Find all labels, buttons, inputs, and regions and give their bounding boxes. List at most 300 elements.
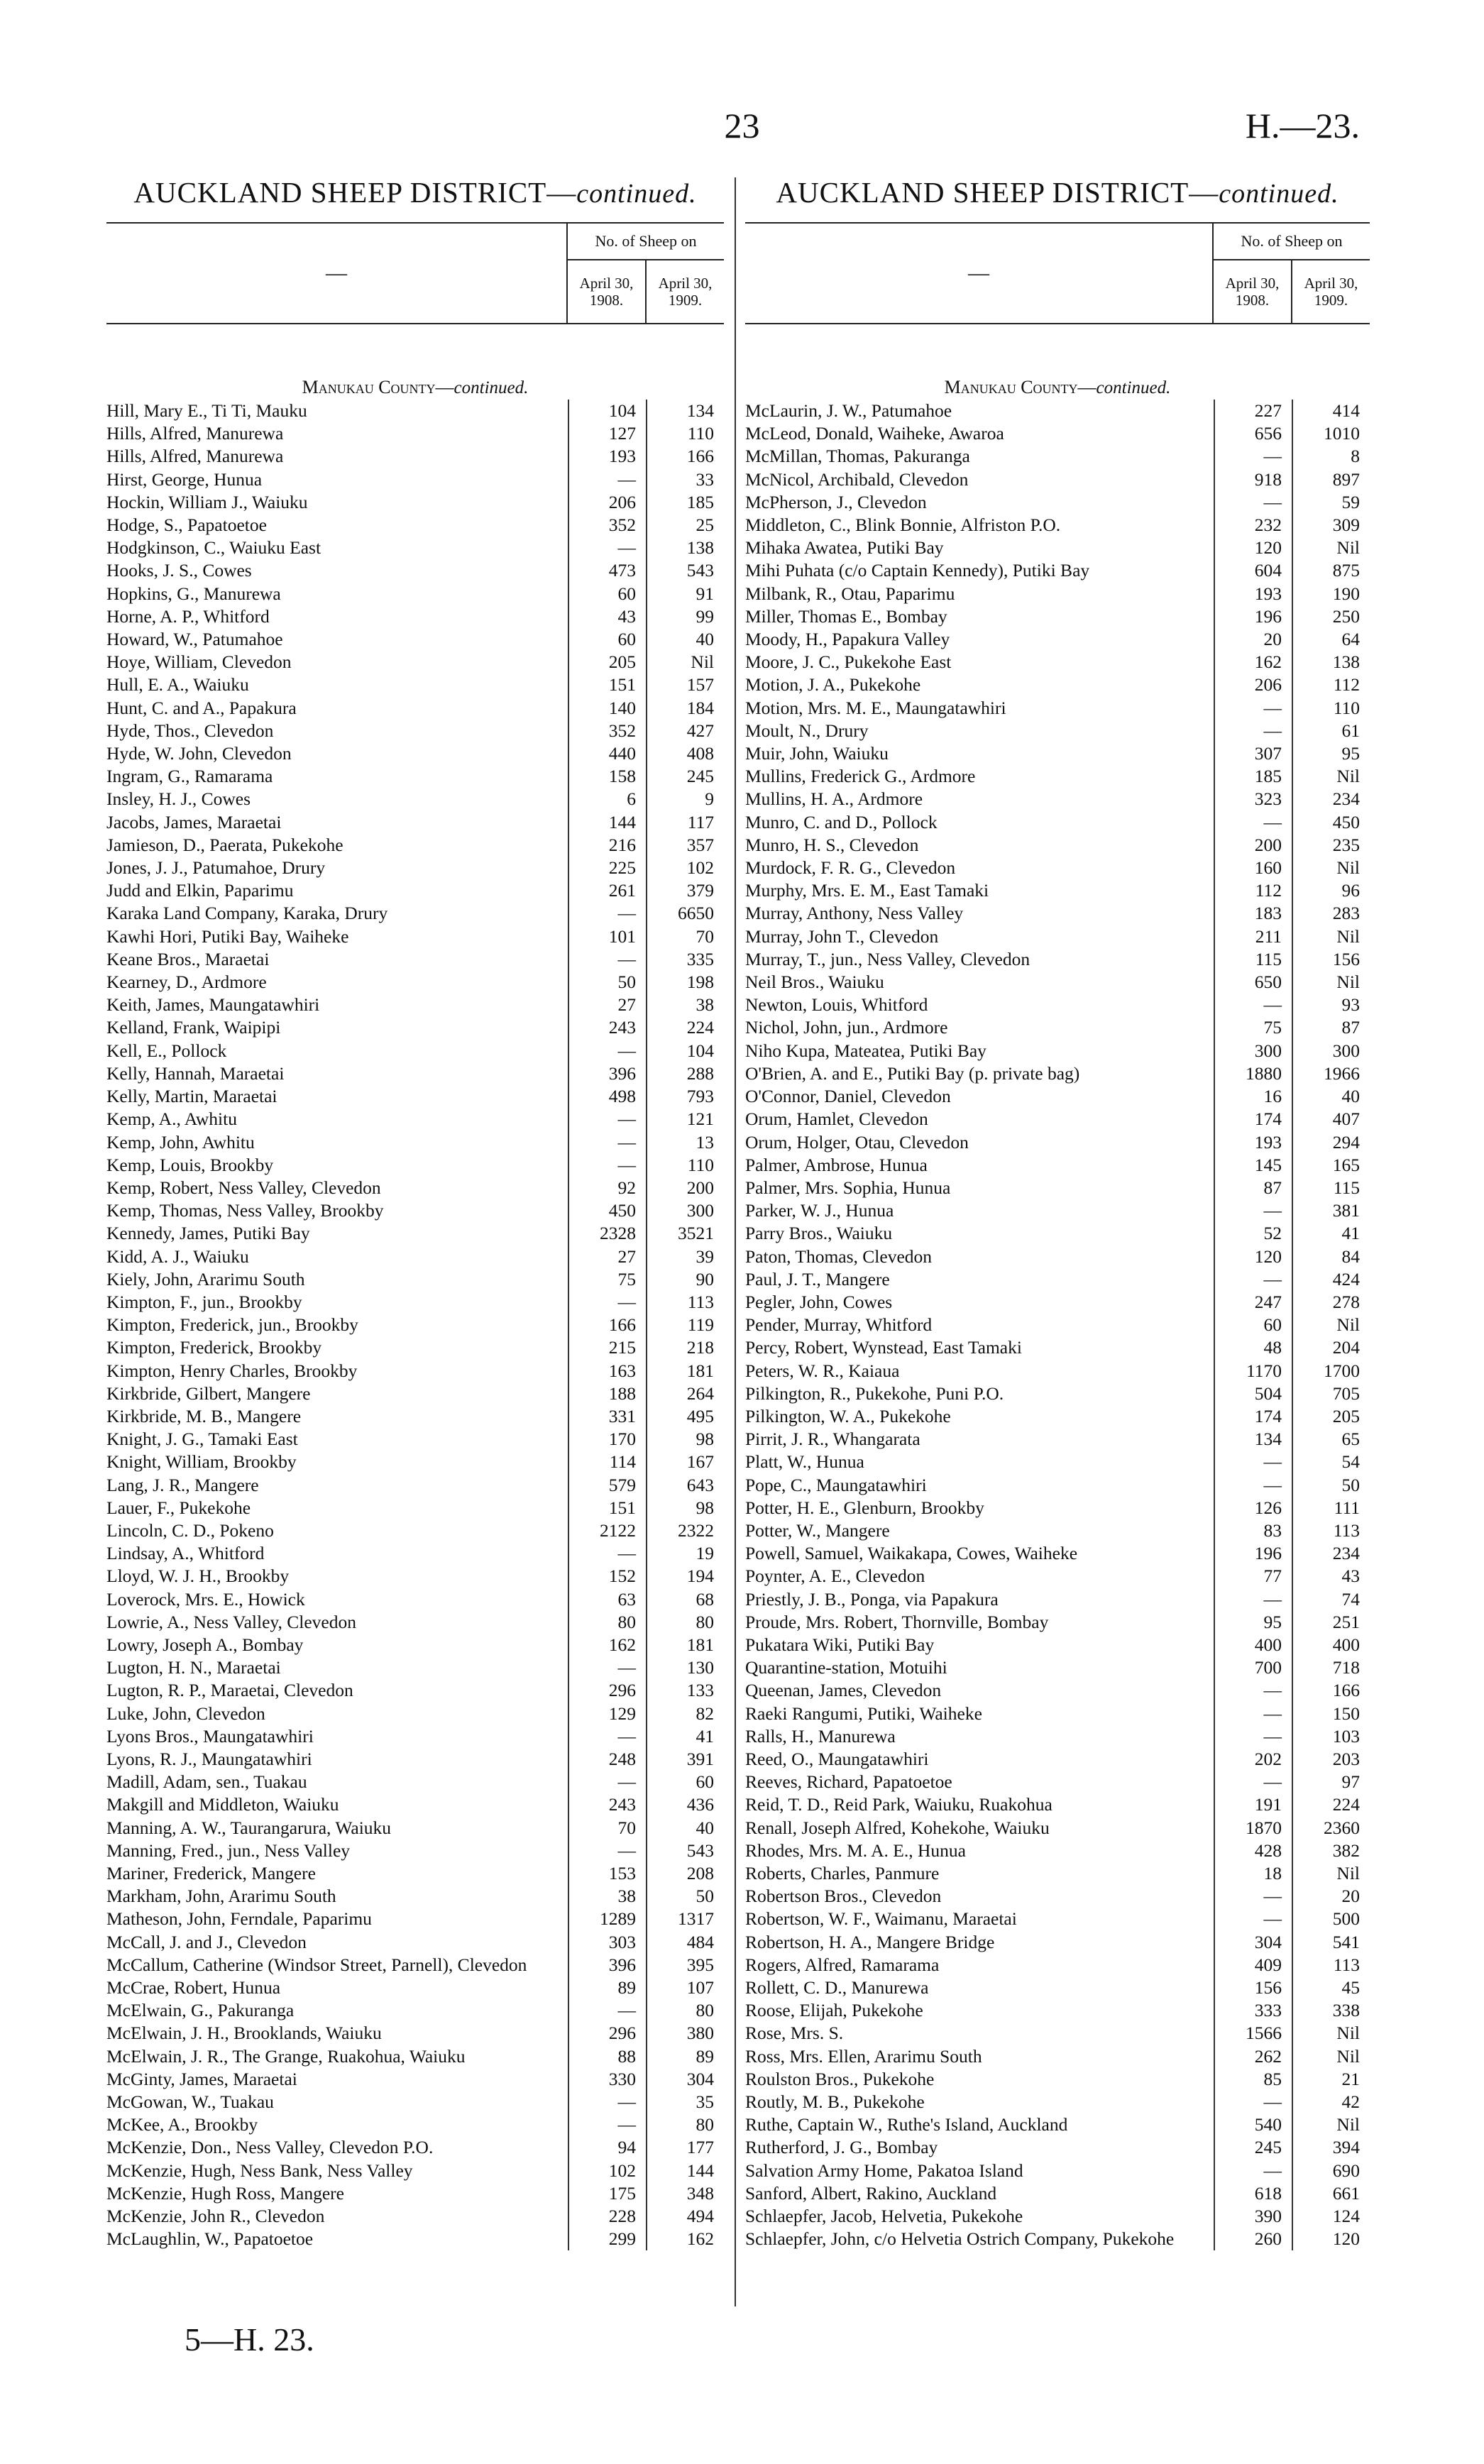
- table-row: [745, 1291, 1370, 1314]
- owner-name: Lowry, Joseph A., Bombay: [106, 1634, 304, 1655]
- sheep-1909: 110: [1292, 697, 1370, 720]
- sheep-1908: 440: [568, 742, 646, 765]
- owner-name: Salvation Army Home, Pakatoa Island: [745, 2160, 1023, 2181]
- header-1909: April 30, 1909.: [645, 260, 724, 323]
- sheep-1909: 80: [646, 2113, 724, 2136]
- sheep-1908: 70: [568, 1817, 646, 1839]
- owner-name: Kimpton, Henry Charles, Brookby: [106, 1360, 358, 1381]
- table-row: [106, 1016, 724, 1039]
- sheep-1909: 494: [646, 2205, 724, 2228]
- owner-name: Robertson, W. F., Waimanu, Maraetai: [745, 1908, 1017, 1930]
- sheep-1908: 50: [568, 971, 646, 994]
- owner-name: Kemp, Thomas, Ness Valley, Brookby: [106, 1200, 384, 1221]
- sheep-1909: 110: [646, 422, 724, 445]
- owner-name: Mihi Puhata (c/o Captain Kennedy), Putiki Bay: [745, 560, 1090, 581]
- sheep-1909: 200: [646, 1177, 724, 1199]
- sheep-1908: —: [1214, 697, 1292, 720]
- table-row: [745, 400, 1370, 422]
- owner-name: Roose, Elijah, Pukekohe: [745, 2000, 923, 2021]
- sheep-1908: 75: [568, 1268, 646, 1291]
- table-row: [745, 1634, 1370, 1656]
- sheep-1909: 41: [1292, 1222, 1370, 1245]
- sheep-1909: 150: [1292, 1703, 1370, 1725]
- table-row: [106, 1131, 724, 1154]
- header-1908: April 30, 1908.: [1225, 275, 1280, 309]
- sheep-1908: —: [1214, 491, 1292, 514]
- table-row: [106, 948, 724, 971]
- owner-name: Kiely, John, Ararimu South: [106, 1268, 305, 1289]
- sheep-1908: —: [1214, 1725, 1292, 1748]
- sheep-1909: 93: [1292, 994, 1370, 1016]
- sheep-1909: 205: [1292, 1405, 1370, 1428]
- sheep-1909: 124: [1292, 2205, 1370, 2228]
- table-row: [745, 491, 1370, 514]
- owner-name: Paul, J. T., Mangere: [745, 1268, 890, 1289]
- table-row: [745, 1542, 1370, 1565]
- owner-name: Moore, J. C., Pukekohe East: [745, 651, 952, 673]
- table-row: [106, 742, 724, 765]
- owner-name: McPherson, J., Clevedon: [745, 491, 927, 512]
- table-row: [106, 1817, 724, 1839]
- owner-name: Paton, Thomas, Clevedon: [745, 1245, 933, 1267]
- sheep-1908: 60: [568, 583, 646, 605]
- sheep-1909: 381: [1292, 1199, 1370, 1222]
- sheep-1908: 144: [568, 811, 646, 834]
- owner-name: Priestly, J. B., Ponga, via Papakura: [745, 1588, 999, 1610]
- owner-name: Judd and Elkin, Paparimu: [106, 880, 294, 901]
- header-dash: —: [968, 261, 989, 285]
- sheep-1909: 897: [1292, 468, 1370, 491]
- owner-name: Milbank, R., Otau, Paparimu: [745, 583, 955, 604]
- table-row: [106, 628, 724, 651]
- sheep-1908: 2122: [568, 1519, 646, 1542]
- sheep-1908: —: [568, 1771, 646, 1793]
- table-row: [106, 765, 724, 788]
- owner-name: Kimpton, Frederick, Brookby: [106, 1337, 322, 1358]
- owner-name: Reid, T. D., Reid Park, Waiuku, Ruakohua: [745, 1794, 1052, 1815]
- table-row: [106, 2045, 724, 2068]
- owner-name: Kimpton, Frederick, jun., Brookby: [106, 1314, 358, 1336]
- sheep-1908: —: [568, 1542, 646, 1565]
- sheep-1908: 618: [1214, 2182, 1292, 2205]
- sheep-1908: 134: [1214, 1428, 1292, 1451]
- sheep-1908: 151: [568, 673, 646, 696]
- table-row: [106, 1588, 724, 1611]
- sheep-1908: —: [568, 1725, 646, 1748]
- sheep-1909: 65: [1292, 1428, 1370, 1451]
- sheep-1909: 120: [1292, 2228, 1370, 2250]
- sheep-1909: 357: [646, 834, 724, 857]
- owner-name: Loverock, Mrs. E., Howick: [106, 1588, 305, 1610]
- sheep-1909: 117: [646, 811, 724, 834]
- table-row: [106, 491, 724, 514]
- sheep-1909: Nil: [1292, 2045, 1370, 2068]
- table-row: [745, 788, 1370, 810]
- sheep-1908: —: [1214, 1268, 1292, 1291]
- sheep-1908: 193: [1214, 583, 1292, 605]
- table-row: [745, 445, 1370, 468]
- sheep-1908: 498: [568, 1085, 646, 1108]
- sheep-1909: 1700: [1292, 1360, 1370, 1382]
- sheep-1909: 68: [646, 1588, 724, 1611]
- sheep-1909: 1317: [646, 1908, 724, 1930]
- table-row: [106, 1793, 724, 1816]
- sheep-1909: 427: [646, 720, 724, 742]
- owner-name: Knight, J. G., Tamaki East: [106, 1429, 298, 1450]
- table-row: [106, 1954, 724, 1976]
- sheep-1908: 6: [568, 788, 646, 810]
- sheep-1909: 235: [1292, 834, 1370, 857]
- owner-name: Lloyd, W. J. H., Brookby: [106, 1566, 290, 1587]
- sheep-1909: 288: [646, 1062, 724, 1085]
- table-row: [106, 1336, 724, 1359]
- left-table-body: [106, 400, 724, 2250]
- sheep-1908: 400: [1214, 1634, 1292, 1656]
- table-row: [745, 1497, 1370, 1519]
- sheep-1908: 352: [568, 720, 646, 742]
- table-row: [745, 2113, 1370, 2136]
- table-row: [106, 1931, 724, 1954]
- header-1908: April 30, 1908.: [579, 275, 634, 309]
- sheep-1909: 50: [1292, 1474, 1370, 1497]
- sheep-1908: —: [1214, 1199, 1292, 1222]
- table-row: [745, 1040, 1370, 1062]
- sheep-1909: 543: [646, 1839, 724, 1862]
- sheep-1909: 450: [1292, 811, 1370, 834]
- table-row: [106, 720, 724, 742]
- table-row: [745, 834, 1370, 857]
- sheep-1908: 80: [568, 1611, 646, 1634]
- sheep-1908: 129: [568, 1703, 646, 1725]
- sheep-1909: 264: [646, 1382, 724, 1405]
- table-row: [106, 559, 724, 582]
- sheep-1908: 152: [568, 1565, 646, 1588]
- owner-name: Pukatara Wiki, Putiki Bay: [745, 1634, 935, 1655]
- sheep-1909: Nil: [1292, 2113, 1370, 2136]
- sheep-1909: 107: [646, 1976, 724, 1999]
- owner-name: Muir, John, Waiuku: [745, 743, 889, 764]
- owner-name: Niho Kupa, Mateatea, Putiki Bay: [745, 1040, 986, 1061]
- sheep-1909: 138: [1292, 651, 1370, 673]
- sheep-1909: 177: [646, 2136, 724, 2159]
- sheep-1909: 338: [1292, 1999, 1370, 2022]
- owner-name: Queenan, James, Clevedon: [745, 1680, 942, 1701]
- sheep-1908: 163: [568, 1360, 646, 1382]
- sheep-1909: 190: [1292, 583, 1370, 605]
- sheep-1908: 202: [1214, 1748, 1292, 1771]
- table-row: [745, 994, 1370, 1016]
- table-row: [745, 1154, 1370, 1177]
- table-row: [745, 422, 1370, 445]
- sheep-1908: 87: [1214, 1177, 1292, 1199]
- sheep-1909: 541: [1292, 1931, 1370, 1954]
- table-row: [745, 902, 1370, 925]
- left-table-header: [106, 222, 724, 324]
- owner-name: Mullins, H. A., Ardmore: [745, 788, 923, 810]
- sheep-1908: 1880: [1214, 1062, 1292, 1085]
- owner-name: Hills, Alfred, Manurewa: [106, 423, 284, 444]
- sheep-1908: 205: [568, 651, 646, 673]
- owner-name: Roulston Bros., Pukekohe: [745, 2068, 935, 2089]
- sheep-1909: 1010: [1292, 422, 1370, 445]
- owner-name: Horne, A. P., Whitford: [106, 605, 270, 627]
- left-column-title: AUCKLAND SHEEP DISTRICT—continued.: [133, 176, 697, 209]
- sheep-1908: —: [1214, 720, 1292, 742]
- owner-name: Kirkbride, M. B., Mangere: [106, 1405, 302, 1426]
- sheep-1909: 134: [646, 400, 724, 422]
- header-sheep-count: No. of Sheep on: [1214, 224, 1370, 260]
- owner-name: Markham, John, Ararimu South: [106, 1886, 336, 1907]
- sheep-1908: 95: [1214, 1611, 1292, 1634]
- sheep-1909: 113: [646, 1291, 724, 1314]
- owner-name: McElwain, J. R., The Grange, Ruakohua, Waiuku: [106, 2045, 466, 2067]
- owner-name: Neil Bros., Waiuku: [745, 972, 884, 993]
- table-row: [745, 1199, 1370, 1222]
- sheep-1909: 157: [646, 673, 724, 696]
- owner-name: Keith, James, Maungatawhiri: [106, 994, 320, 1016]
- sheep-1909: 348: [646, 2182, 724, 2205]
- owner-name: Moult, N., Drury: [745, 720, 869, 741]
- table-row: [745, 925, 1370, 948]
- sheep-1908: 27: [568, 1245, 646, 1268]
- sheep-1908: 245: [1214, 2136, 1292, 2159]
- sheep-1909: 90: [646, 1268, 724, 1291]
- right-table-body: [745, 400, 1370, 2250]
- sheep-1908: 262: [1214, 2045, 1292, 2068]
- table-row: [106, 1291, 724, 1314]
- owner-name: McKee, A., Brookby: [106, 2114, 258, 2135]
- sheep-1909: 394: [1292, 2136, 1370, 2159]
- table-row: [745, 1451, 1370, 1473]
- sheep-1909: 166: [1292, 1679, 1370, 1702]
- sheep-1909: 98: [646, 1428, 724, 1451]
- table-row: [106, 2205, 724, 2228]
- sheep-1909: Nil: [1292, 537, 1370, 559]
- sheep-1909: 300: [1292, 1040, 1370, 1062]
- sheep-1909: 138: [646, 537, 724, 559]
- owner-name: McCall, J. and J., Clevedon: [106, 1931, 307, 1952]
- sheep-1908: 390: [1214, 2205, 1292, 2228]
- sheep-1908: —: [568, 1040, 646, 1062]
- sheep-1908: 450: [568, 1199, 646, 1222]
- owner-name: Motion, Mrs. M. E., Maungatawhiri: [745, 697, 1006, 718]
- owner-name: Karaka Land Company, Karaka, Drury: [106, 903, 388, 924]
- sheep-1909: 500: [1292, 1908, 1370, 1930]
- owner-name: McCallum, Catherine (Windsor Street, Parnell), Clevedon: [106, 1954, 527, 1975]
- sheep-1909: 181: [646, 1360, 724, 1382]
- table-row: [745, 1839, 1370, 1862]
- owner-name: Mullins, Frederick G., Ardmore: [745, 766, 976, 787]
- table-row: [106, 2160, 724, 2182]
- sheep-1909: 162: [646, 2228, 724, 2250]
- sheep-1909: 133: [646, 1679, 724, 1702]
- table-row: [745, 559, 1370, 582]
- sheep-1909: 250: [1292, 605, 1370, 628]
- sheep-1909: 391: [646, 1748, 724, 1771]
- sheep-1909: Nil: [1292, 925, 1370, 948]
- owner-name: Potter, W., Mangere: [745, 1519, 890, 1541]
- table-row: [106, 605, 724, 628]
- table-row: [106, 1177, 724, 1199]
- column-divider: [735, 177, 736, 2306]
- table-row: [745, 583, 1370, 605]
- sheep-1909: 80: [646, 1611, 724, 1634]
- document-reference: H.—23.: [1245, 106, 1360, 145]
- owner-name: Hodgkinson, C., Waiuku East: [106, 537, 321, 559]
- sheep-1908: 170: [568, 1428, 646, 1451]
- sheep-1908: 216: [568, 834, 646, 857]
- sheep-1909: Nil: [1292, 1862, 1370, 1885]
- table-row: [106, 1451, 724, 1473]
- owner-name: Poynter, A. E., Clevedon: [745, 1566, 925, 1587]
- owner-name: Kelland, Frank, Waipipi: [106, 1017, 281, 1038]
- owner-name: Munro, C. and D., Pollock: [745, 811, 938, 832]
- owner-name: Manning, A. W., Taurangarura, Waiuku: [106, 1817, 392, 1838]
- sheep-1909: 82: [646, 1703, 724, 1725]
- table-row: [745, 1405, 1370, 1428]
- sheep-1908: 183: [1214, 902, 1292, 925]
- sheep-1908: 60: [1214, 1314, 1292, 1336]
- sheep-1908: 473: [568, 559, 646, 582]
- sheep-1908: 174: [1214, 1108, 1292, 1131]
- sheep-1908: —: [1214, 1908, 1292, 1930]
- owner-name: Pilkington, R., Pukekohe, Puni P.O.: [745, 1382, 1004, 1404]
- owner-name: Rutherford, J. G., Bombay: [745, 2137, 938, 2158]
- owner-name: Percy, Robert, Wynstead, East Tamaki: [745, 1337, 1022, 1358]
- sheep-1908: 304: [1214, 1931, 1292, 1954]
- sheep-1908: 162: [1214, 651, 1292, 673]
- sheep-1908: 92: [568, 1177, 646, 1199]
- sheep-1909: 484: [646, 1931, 724, 1954]
- table-row: [106, 788, 724, 810]
- table-row: [106, 1085, 724, 1108]
- owner-name: Munro, H. S., Clevedon: [745, 834, 919, 855]
- table-row: [106, 1885, 724, 1908]
- owner-name: Ross, Mrs. Ellen, Ararimu South: [745, 2045, 982, 2067]
- sheep-1908: 114: [568, 1451, 646, 1473]
- sheep-1909: Nil: [1292, 2022, 1370, 2045]
- table-row: [106, 583, 724, 605]
- owner-name: Parker, W. J., Hunua: [745, 1200, 894, 1221]
- sheep-1908: 700: [1214, 1656, 1292, 1679]
- table-row: [745, 1771, 1370, 1793]
- sheep-1908: 296: [568, 2022, 646, 2045]
- sheep-1908: 193: [1214, 1131, 1292, 1154]
- sheep-1909: 45: [1292, 1976, 1370, 1999]
- owner-name: Raeki Rangumi, Putiki, Waiheke: [745, 1703, 982, 1724]
- owner-name: Sanford, Albert, Rakino, Auckland: [745, 2182, 997, 2204]
- sheep-1909: 407: [1292, 1108, 1370, 1131]
- sheep-1909: 38: [646, 994, 724, 1016]
- sheep-1908: 196: [1214, 605, 1292, 628]
- owner-name: Potter, H. E., Glenburn, Brookby: [745, 1497, 984, 1518]
- sheep-1908: 200: [1214, 834, 1292, 857]
- sheep-1908: 20: [1214, 628, 1292, 651]
- sheep-1908: —: [568, 468, 646, 491]
- table-row: [106, 422, 724, 445]
- sheep-1908: 1870: [1214, 1817, 1292, 1839]
- table-row: [106, 1405, 724, 1428]
- owner-name: Hunt, C. and A., Papakura: [106, 697, 297, 718]
- sheep-1909: 103: [1292, 1725, 1370, 1748]
- sheep-1909: 424: [1292, 1268, 1370, 1291]
- sheep-1909: 111: [1292, 1497, 1370, 1519]
- table-row: [745, 2228, 1370, 2250]
- table-row: [745, 1908, 1370, 1930]
- sheep-1909: 70: [646, 925, 724, 948]
- owner-name: Lugton, R. P., Maraetai, Clevedon: [106, 1680, 353, 1701]
- owner-name: Manning, Fred., jun., Ness Valley: [106, 1839, 351, 1861]
- sheep-1908: 101: [568, 925, 646, 948]
- table-row: [745, 811, 1370, 834]
- owner-name: Murphy, Mrs. E. M., East Tamaki: [745, 880, 989, 901]
- sheep-1909: 2360: [1292, 1817, 1370, 1839]
- table-row: [745, 1931, 1370, 1954]
- owner-name: McKenzie, Hugh Ross, Mangere: [106, 2182, 344, 2204]
- sheep-1908: —: [568, 902, 646, 925]
- owner-name: Jamieson, D., Paerata, Pukekohe: [106, 834, 343, 855]
- owner-name: Lyons Bros., Maungatawhiri: [106, 1725, 314, 1747]
- owner-name: Rollett, C. D., Manurewa: [745, 1977, 929, 1998]
- sheep-1908: 247: [1214, 1291, 1292, 1314]
- table-row: [106, 514, 724, 537]
- table-row: [106, 1108, 724, 1131]
- sheep-1909: 166: [646, 445, 724, 468]
- table-row: [106, 1474, 724, 1497]
- table-row: [106, 1360, 724, 1382]
- sheep-1908: 18: [1214, 1862, 1292, 1885]
- owner-name: Hopkins, G., Manurewa: [106, 583, 281, 604]
- sheep-1909: 278: [1292, 1291, 1370, 1314]
- table-row: [745, 742, 1370, 765]
- owner-name: O'Connor, Daniel, Clevedon: [745, 1086, 951, 1107]
- owner-name: Kemp, Louis, Brookby: [106, 1154, 274, 1175]
- sheep-1909: 165: [1292, 1154, 1370, 1177]
- owner-name: Kelly, Martin, Maraetai: [106, 1086, 277, 1107]
- table-row: [106, 1154, 724, 1177]
- sheep-1909: 167: [646, 1451, 724, 1473]
- sheep-1908: —: [1214, 1679, 1292, 1702]
- owner-name: Pegler, John, Cowes: [745, 1291, 893, 1312]
- sheep-1908: 60: [568, 628, 646, 651]
- owner-name: Platt, W., Hunua: [745, 1451, 864, 1473]
- owner-name: Motion, J. A., Pukekohe: [745, 674, 921, 695]
- owner-name: Matheson, John, Ferndale, Paparimu: [106, 1908, 372, 1930]
- sheep-1909: 380: [646, 2022, 724, 2045]
- owner-name: Madill, Adam, sen., Tuakau: [106, 1771, 307, 1793]
- sheep-1908: 27: [568, 994, 646, 1016]
- sheep-1908: —: [568, 1999, 646, 2022]
- sheep-1908: 604: [1214, 559, 1292, 582]
- table-row: [745, 1999, 1370, 2022]
- table-row: [745, 1360, 1370, 1382]
- table-row: [745, 1519, 1370, 1542]
- owner-name: Murdock, F. R. G., Clevedon: [745, 857, 956, 879]
- owner-name: Howard, W., Patumahoe: [106, 629, 283, 650]
- sheep-1908: 43: [568, 605, 646, 628]
- owner-name: McGinty, James, Maraetai: [106, 2068, 297, 2089]
- owner-name: Lauer, F., Pukekohe: [106, 1497, 251, 1518]
- sheep-1908: —: [1214, 1703, 1292, 1725]
- owner-name: McKenzie, Hugh, Ness Bank, Ness Valley: [106, 2160, 413, 2181]
- sheep-1909: 184: [646, 697, 724, 720]
- sheep-1909: 43: [1292, 1565, 1370, 1588]
- table-row: [745, 1085, 1370, 1108]
- sheep-1909: 705: [1292, 1382, 1370, 1405]
- sheep-1909: 98: [646, 1497, 724, 1519]
- sheep-1909: 42: [1292, 2091, 1370, 2113]
- owner-name: Proude, Mrs. Robert, Thornville, Bombay: [745, 1611, 1049, 1632]
